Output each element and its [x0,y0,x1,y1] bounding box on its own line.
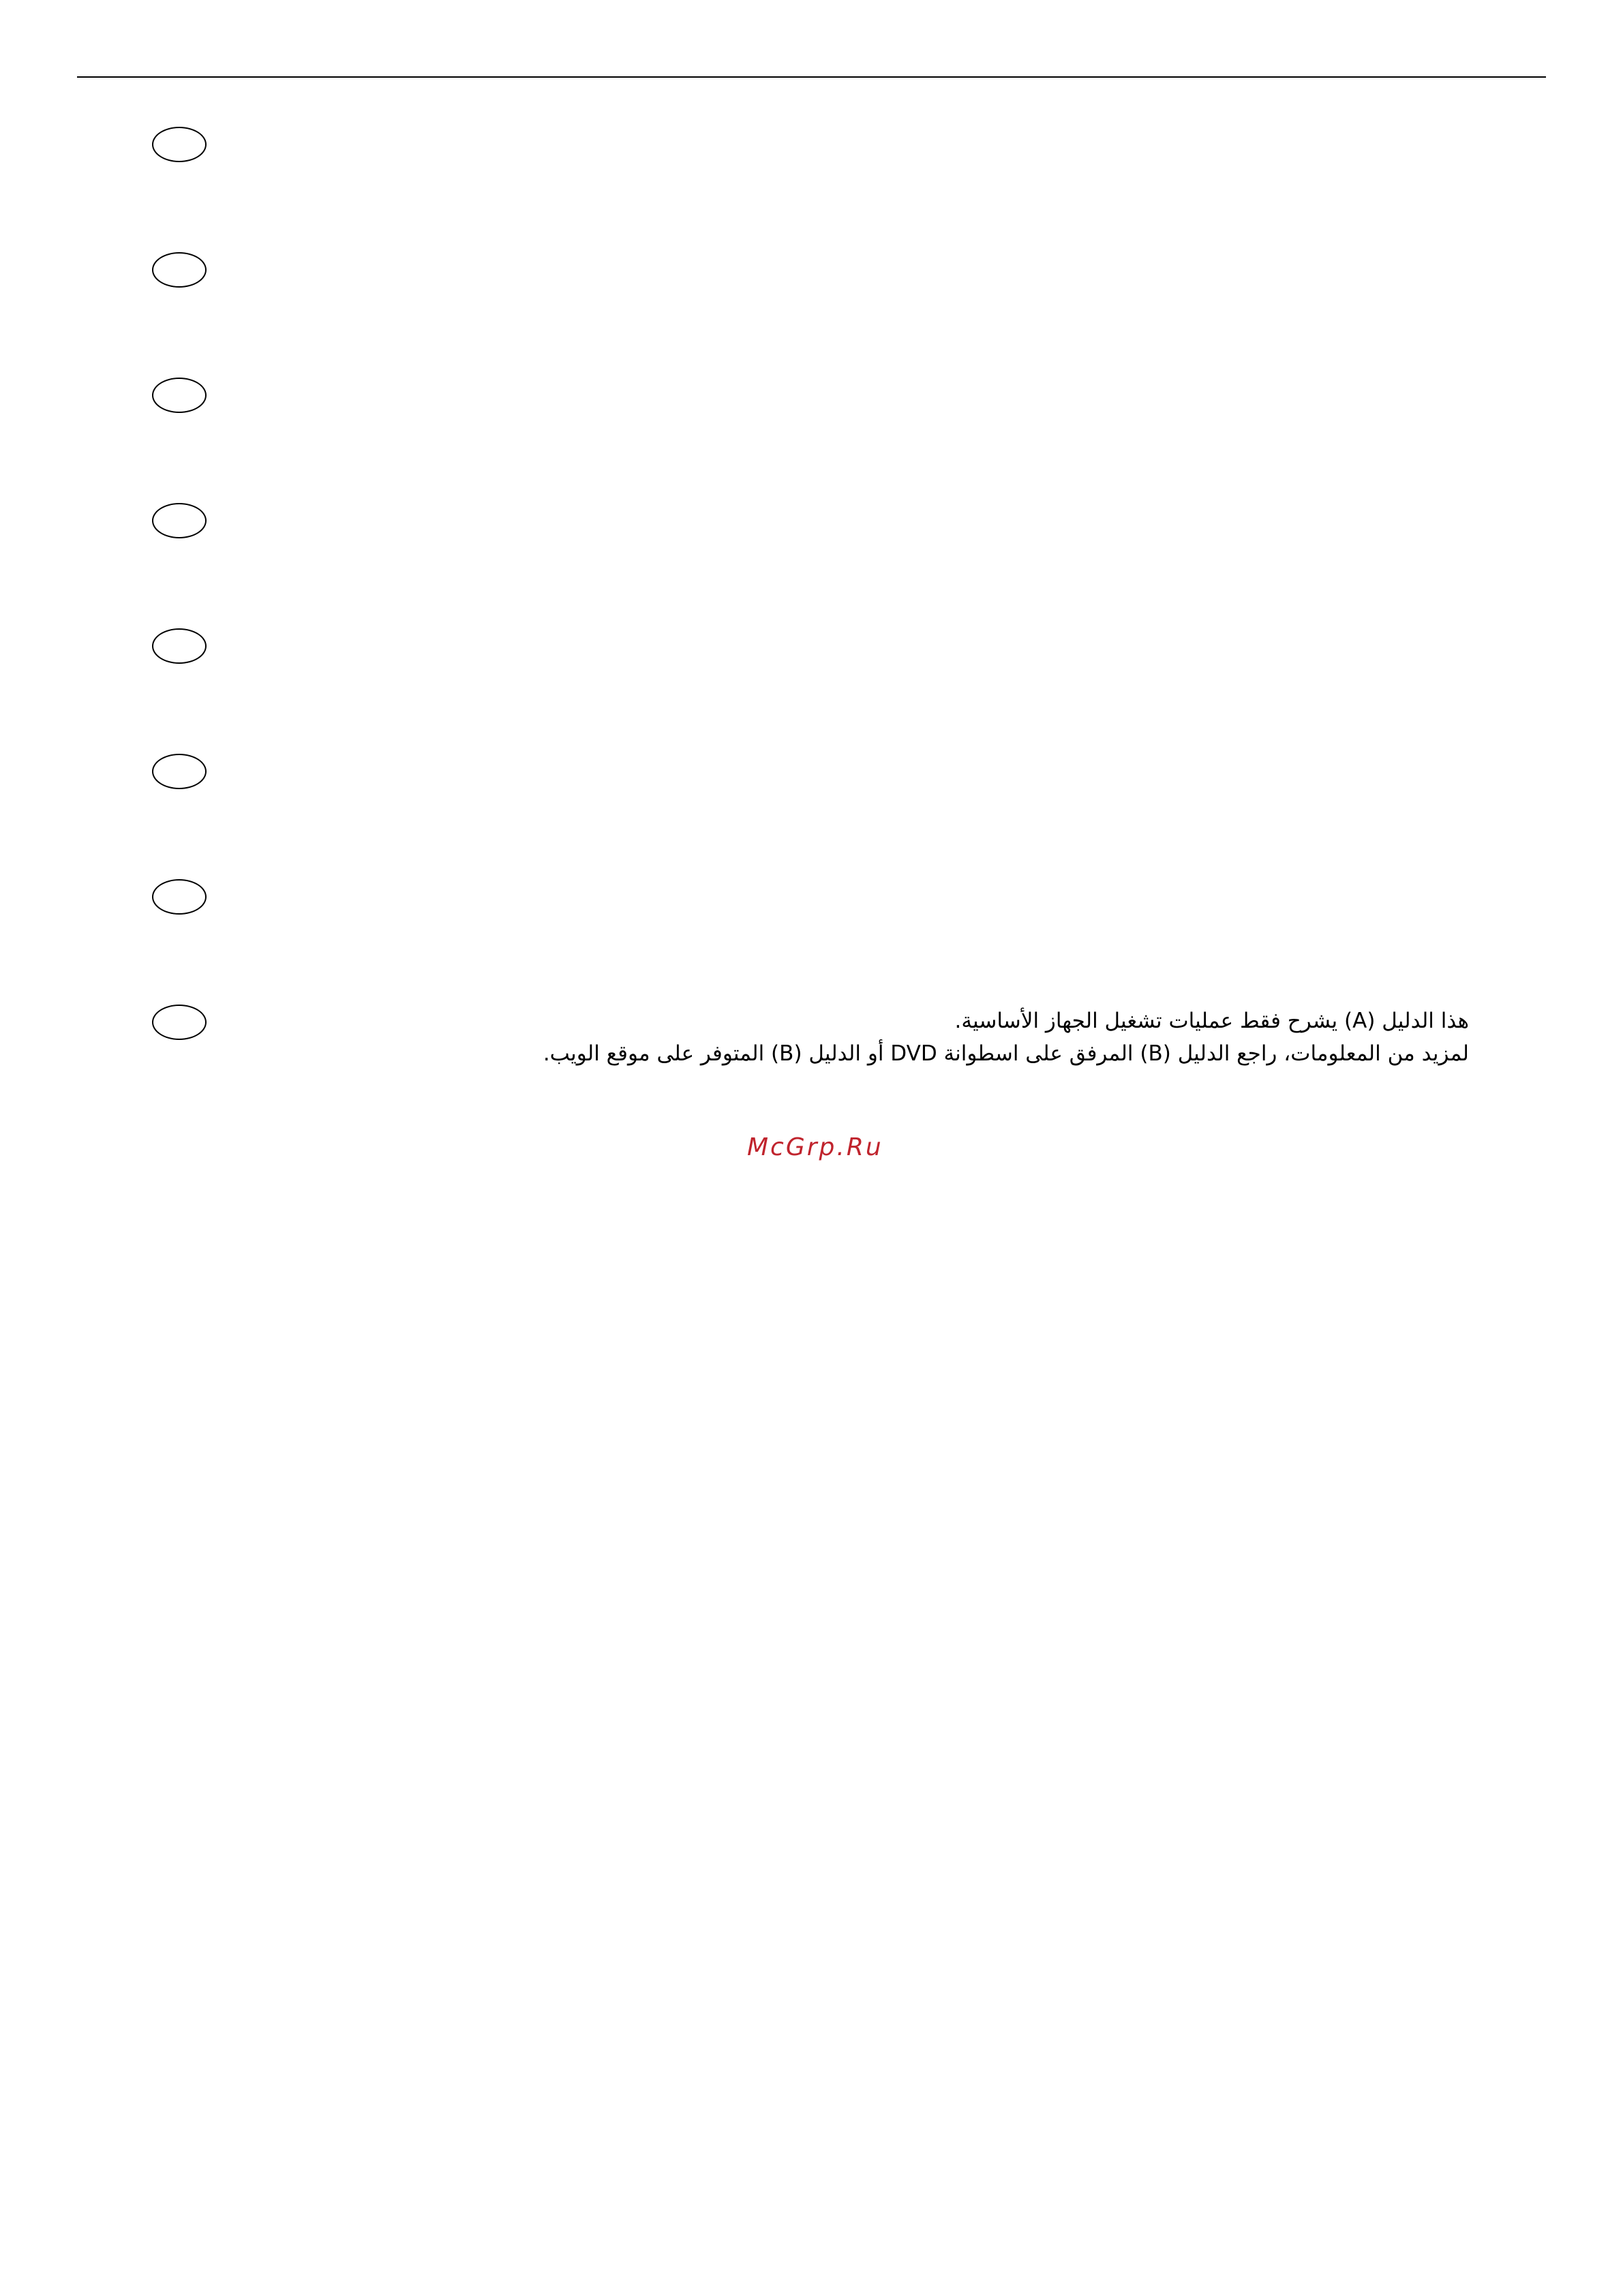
language-marker-7 [152,879,207,915]
language-marker-5 [152,628,207,664]
language-marker-6 [152,754,207,789]
watermark-text: McGrp.Ru [747,1133,883,1161]
arabic-notice [477,1005,1469,1070]
language-marker-column [152,127,211,1047]
notice-line-2: لمزيد من المعلومات، راجع الدليل (B) المرفق على اسطوانة DVD أو الدليل (B) المتوفر على موقع الويب. [543,1041,1469,1066]
language-marker-1 [152,127,207,162]
language-marker-2 [152,252,207,288]
language-marker-3 [152,378,207,413]
header-divider [77,76,1546,78]
language-marker-8 [152,1005,207,1040]
notice-line-1: هذا الدليل (A) يشرح فقط عمليات تشغيل الجهاز الأساسية. [954,1009,1469,1033]
language-marker-4 [152,503,207,538]
